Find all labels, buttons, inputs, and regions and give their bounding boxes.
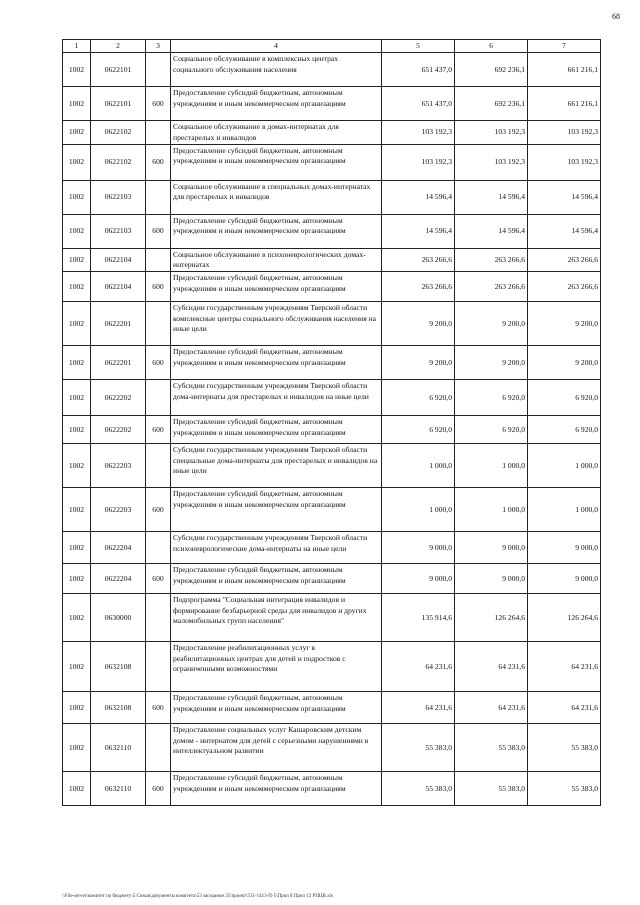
target-article-cell: 0632110 <box>91 724 146 772</box>
section-code-cell: 1002 <box>63 772 91 806</box>
target-article-cell: 0622103 <box>91 180 146 214</box>
amount-cell: 64 231,6 <box>455 642 528 692</box>
expense-type-cell <box>146 724 171 772</box>
target-article-cell: 0622101 <box>91 87 146 121</box>
table-row <box>63 380 601 416</box>
amount-cell: 263 266,6 <box>455 272 528 302</box>
amount-cell: 126 264,6 <box>528 594 601 642</box>
amount-cell: 6 920,0 <box>528 380 601 416</box>
target-article-cell: 0622103 <box>91 214 146 248</box>
target-article-cell: 0622204 <box>91 532 146 564</box>
description-cell: Предоставление реабилитационных услуг в реабилитационных центрах для детей и подростков с ограниченными возможностями <box>171 642 382 692</box>
section-code-cell: 1002 <box>63 380 91 416</box>
amount-cell: 6 920,0 <box>455 416 528 444</box>
amount-cell: 263 266,6 <box>382 272 455 302</box>
target-article-cell: 0622201 <box>91 302 146 346</box>
target-article-cell: 0622104 <box>91 272 146 302</box>
page-number: 68 <box>612 12 620 21</box>
amount-cell: 55 383,0 <box>382 724 455 772</box>
expense-type-cell: 600 <box>146 87 171 121</box>
table-row <box>63 642 601 692</box>
description-cell: Предоставление субсидий бюджетным, автономным учреждениям и иным некоммерческим организациям <box>171 87 382 121</box>
header-cell: 4 <box>171 40 382 53</box>
target-article-cell: 0622202 <box>91 416 146 444</box>
section-code-cell: 1002 <box>63 87 91 121</box>
amount-cell: 263 266,6 <box>455 248 528 272</box>
section-code-cell: 1002 <box>63 594 91 642</box>
amount-cell: 126 264,6 <box>455 594 528 642</box>
amount-cell: 9 000,0 <box>382 564 455 594</box>
target-article-cell: 0630000 <box>91 594 146 642</box>
expense-type-cell <box>146 380 171 416</box>
expense-type-cell: 600 <box>146 772 171 806</box>
section-code-cell: 1002 <box>63 416 91 444</box>
description-cell: Предоставление субсидий бюджетным, автономным учреждениям и иным некоммерческим организациям <box>171 488 382 532</box>
expense-type-cell <box>146 594 171 642</box>
amount-cell: 9 000,0 <box>455 532 528 564</box>
header-cell: 3 <box>146 40 171 53</box>
description-cell: Предоставление субсидий бюджетным, автономным учреждениям и иным некоммерческим организациям <box>171 692 382 724</box>
table-row <box>63 248 601 272</box>
amount-cell: 55 383,0 <box>528 772 601 806</box>
amount-cell: 1 000,0 <box>455 488 528 532</box>
section-code-cell: 1002 <box>63 346 91 380</box>
amount-cell: 651 437,0 <box>382 53 455 87</box>
amount-cell: 55 383,0 <box>528 724 601 772</box>
target-article-cell: 0622101 <box>91 53 146 87</box>
table-row <box>63 532 601 564</box>
expense-type-cell: 600 <box>146 488 171 532</box>
target-article-cell: 0622102 <box>91 144 146 180</box>
amount-cell: 64 231,6 <box>382 642 455 692</box>
expense-type-cell: 600 <box>146 416 171 444</box>
table-row <box>63 53 601 87</box>
amount-cell: 55 383,0 <box>455 772 528 806</box>
table-row <box>63 692 601 724</box>
table-body <box>63 53 601 806</box>
table-row <box>63 144 601 180</box>
amount-cell: 263 266,6 <box>528 248 601 272</box>
table-row <box>63 444 601 488</box>
amount-cell: 14 596,4 <box>528 214 601 248</box>
table-row <box>63 214 601 248</box>
expense-type-cell <box>146 180 171 214</box>
section-code-cell: 1002 <box>63 248 91 272</box>
section-code-cell: 1002 <box>63 692 91 724</box>
amount-cell: 14 596,4 <box>455 214 528 248</box>
amount-cell: 263 266,6 <box>382 248 455 272</box>
header-cell: 1 <box>63 40 91 53</box>
amount-cell: 1 000,0 <box>382 488 455 532</box>
amount-cell: 64 231,6 <box>528 692 601 724</box>
header-cell: 5 <box>382 40 455 53</box>
description-cell: Субсидии государственным учреждениям Тверской области комплексные центры социального обслуживания населения на иные цели <box>171 302 382 346</box>
header-cell: 2 <box>91 40 146 53</box>
table-row <box>63 564 601 594</box>
expense-type-cell <box>146 121 171 145</box>
table-row <box>63 416 601 444</box>
description-cell: Предоставление субсидий бюджетным, автономным учреждениям и иным некоммерческим организациям <box>171 772 382 806</box>
amount-cell: 9 000,0 <box>528 532 601 564</box>
amount-cell: 651 437,0 <box>382 87 455 121</box>
amount-cell: 9 000,0 <box>382 532 455 564</box>
amount-cell: 55 383,0 <box>382 772 455 806</box>
section-code-cell: 1002 <box>63 532 91 564</box>
target-article-cell: 0622201 <box>91 346 146 380</box>
amount-cell: 103 192,3 <box>382 121 455 145</box>
amount-cell: 103 192,3 <box>528 121 601 145</box>
section-code-cell: 1002 <box>63 642 91 692</box>
section-code-cell: 1002 <box>63 272 91 302</box>
description-cell: Субсидии государственным учреждениям Тверской области специальные дома-интернаты для престарелых и инвалидов на иные цели <box>171 444 382 488</box>
amount-cell: 1 000,0 <box>528 444 601 488</box>
description-cell: Предоставление субсидий бюджетным, автономным учреждениям и иным некоммерческим организациям <box>171 144 382 180</box>
amount-cell: 9 200,0 <box>455 346 528 380</box>
amount-cell: 9 000,0 <box>455 564 528 594</box>
expense-type-cell <box>146 532 171 564</box>
section-code-cell: 1002 <box>63 180 91 214</box>
target-article-cell: 0632110 <box>91 772 146 806</box>
target-article-cell: 0622203 <box>91 444 146 488</box>
file-path-footer: \\File-server\комитет по бюджету\5 Созыв\документы комитета\53 заседание 25\проект\531-1413-П-5\Прил 8 Прил 12 РПЦВ.xls <box>62 894 333 899</box>
amount-cell: 661 216,1 <box>528 87 601 121</box>
description-cell: Социальное обслуживание в психоневрологических домах-интернатах <box>171 248 382 272</box>
table-row <box>63 594 601 642</box>
budget-table <box>62 39 601 806</box>
amount-cell: 64 231,6 <box>382 692 455 724</box>
amount-cell: 1 000,0 <box>528 488 601 532</box>
table-row <box>63 272 601 302</box>
section-code-cell: 1002 <box>63 214 91 248</box>
amount-cell: 692 236,1 <box>455 53 528 87</box>
description-cell: Предоставление субсидий бюджетным, автономным учреждениям и иным некоммерческим организациям <box>171 214 382 248</box>
description-cell: Подпрограмма "Социальная интеграция инвалидов и формирование безбарьерной среды для инвалидов и других маломобильных групп населения" <box>171 594 382 642</box>
expense-type-cell <box>146 302 171 346</box>
amount-cell: 9 200,0 <box>528 302 601 346</box>
amount-cell: 64 231,6 <box>455 692 528 724</box>
header-cell: 6 <box>455 40 528 53</box>
expense-type-cell: 600 <box>146 564 171 594</box>
amount-cell: 661 216,1 <box>528 53 601 87</box>
amount-cell: 9 200,0 <box>528 346 601 380</box>
amount-cell: 14 596,4 <box>528 180 601 214</box>
target-article-cell: 0632108 <box>91 642 146 692</box>
table-row <box>63 180 601 214</box>
target-article-cell: 0632108 <box>91 692 146 724</box>
expense-type-cell: 600 <box>146 692 171 724</box>
table-row <box>63 346 601 380</box>
expense-type-cell <box>146 444 171 488</box>
amount-cell: 9 200,0 <box>455 302 528 346</box>
target-article-cell: 0622202 <box>91 380 146 416</box>
amount-cell: 6 920,0 <box>455 380 528 416</box>
header-row <box>63 40 601 53</box>
expense-type-cell: 600 <box>146 214 171 248</box>
target-article-cell: 0622203 <box>91 488 146 532</box>
description-cell: Социальное обслуживание в домах-интернатах для престарелых и инвалидов <box>171 121 382 145</box>
table-row <box>63 772 601 806</box>
amount-cell: 6 920,0 <box>528 416 601 444</box>
section-code-cell: 1002 <box>63 144 91 180</box>
description-cell: Социальное обслуживание в комплексных центрах социального обслуживания населения <box>171 53 382 87</box>
target-article-cell: 0622104 <box>91 248 146 272</box>
amount-cell: 55 383,0 <box>455 724 528 772</box>
amount-cell: 9 200,0 <box>382 346 455 380</box>
section-code-cell: 1002 <box>63 488 91 532</box>
table-row <box>63 488 601 532</box>
table-row <box>63 302 601 346</box>
header-cell: 7 <box>528 40 601 53</box>
amount-cell: 263 266,6 <box>528 272 601 302</box>
description-cell: Предоставление субсидий бюджетным, автономным учреждениям и иным некоммерческим организациям <box>171 346 382 380</box>
description-cell: Социальное обслуживание в специальных домах-интернатах для престарелых и инвалидов <box>171 180 382 214</box>
amount-cell: 6 920,0 <box>382 416 455 444</box>
expense-type-cell: 600 <box>146 144 171 180</box>
expense-type-cell <box>146 53 171 87</box>
section-code-cell: 1002 <box>63 444 91 488</box>
amount-cell: 6 920,0 <box>382 380 455 416</box>
section-code-cell: 1002 <box>63 53 91 87</box>
amount-cell: 64 231,6 <box>528 642 601 692</box>
amount-cell: 14 596,4 <box>455 180 528 214</box>
target-article-cell: 0622204 <box>91 564 146 594</box>
target-article-cell: 0622102 <box>91 121 146 145</box>
expense-type-cell <box>146 642 171 692</box>
amount-cell: 9 000,0 <box>528 564 601 594</box>
amount-cell: 103 192,3 <box>455 121 528 145</box>
amount-cell: 692 236,1 <box>455 87 528 121</box>
description-cell: Субсидии государственным учреждениям Тверской области дома-интернаты для престарелых и инвалидов на иные цели <box>171 380 382 416</box>
description-cell: Предоставление субсидий бюджетным, автономным учреждениям и иным некоммерческим организациям <box>171 272 382 302</box>
section-code-cell: 1002 <box>63 121 91 145</box>
description-cell: Предоставление субсидий бюджетным, автономным учреждениям и иным некоммерческим организациям <box>171 564 382 594</box>
amount-cell: 103 192,3 <box>528 144 601 180</box>
section-code-cell: 1002 <box>63 724 91 772</box>
amount-cell: 103 192,3 <box>382 144 455 180</box>
amount-cell: 9 200,0 <box>382 302 455 346</box>
amount-cell: 14 596,4 <box>382 180 455 214</box>
amount-cell: 1 000,0 <box>455 444 528 488</box>
amount-cell: 1 000,0 <box>382 444 455 488</box>
description-cell: Предоставление социальных услуг Кашаровским детским домом - интернатом для детей с серьезными нарушениями в интеллектуальном развитии <box>171 724 382 772</box>
table-row <box>63 87 601 121</box>
expense-type-cell <box>146 248 171 272</box>
section-code-cell: 1002 <box>63 564 91 594</box>
description-cell: Субсидии государственным учреждениям Тверской области психоневрологические дома-интернаты на иные цели <box>171 532 382 564</box>
table-row <box>63 121 601 145</box>
amount-cell: 14 596,4 <box>382 214 455 248</box>
expense-type-cell: 600 <box>146 272 171 302</box>
amount-cell: 135 914,6 <box>382 594 455 642</box>
section-code-cell: 1002 <box>63 302 91 346</box>
description-cell: Предоставление субсидий бюджетным, автономным учреждениям и иным некоммерческим организациям <box>171 416 382 444</box>
table-row <box>63 724 601 772</box>
amount-cell: 103 192,3 <box>455 144 528 180</box>
expense-type-cell: 600 <box>146 346 171 380</box>
